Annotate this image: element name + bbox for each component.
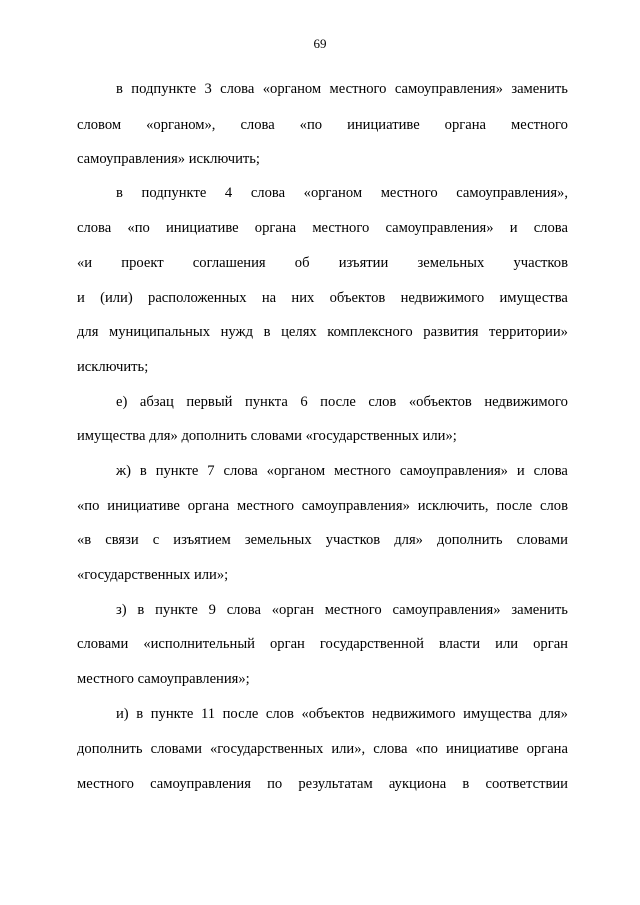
word: после bbox=[496, 498, 533, 514]
word: слова bbox=[220, 81, 255, 97]
word: инициативе bbox=[107, 498, 180, 514]
word: объектов bbox=[329, 290, 386, 306]
word: ж) bbox=[116, 463, 131, 479]
text-line bbox=[77, 531, 568, 549]
word: земельных bbox=[244, 532, 312, 548]
word: в bbox=[116, 81, 123, 97]
word: 3 bbox=[204, 81, 212, 97]
word: самоуправления» bbox=[385, 220, 494, 236]
word: слов bbox=[265, 706, 294, 722]
word: и bbox=[509, 220, 518, 236]
word: слова bbox=[240, 117, 275, 133]
word: местного bbox=[334, 463, 391, 479]
text-line bbox=[77, 219, 568, 237]
word: муниципальных bbox=[109, 324, 211, 340]
word: слов bbox=[540, 498, 568, 514]
word: власти bbox=[438, 636, 481, 652]
word: органа bbox=[444, 117, 487, 133]
word: слов bbox=[368, 394, 397, 410]
word: слова bbox=[223, 463, 258, 479]
word: органа bbox=[187, 498, 230, 514]
word: результатам bbox=[298, 776, 373, 792]
word: «объектов bbox=[408, 394, 472, 410]
text-line bbox=[116, 80, 568, 98]
word: об bbox=[294, 255, 310, 271]
word: подпункте bbox=[131, 81, 197, 97]
word: целях bbox=[281, 324, 317, 340]
word: орган bbox=[533, 636, 568, 652]
word: для» bbox=[539, 706, 568, 722]
word: слова bbox=[533, 220, 568, 236]
word: самоуправления» bbox=[301, 498, 410, 514]
word: самоуправления» bbox=[399, 463, 508, 479]
word: имущества bbox=[499, 290, 568, 306]
word: пункте bbox=[155, 463, 199, 479]
word: в bbox=[116, 185, 123, 201]
word: расположенных bbox=[148, 290, 247, 306]
word: слова bbox=[77, 220, 112, 236]
word: (или) bbox=[100, 290, 133, 306]
word: после bbox=[222, 706, 259, 722]
word: в bbox=[263, 324, 271, 340]
word: 4 bbox=[224, 185, 233, 201]
word: самоуправления» bbox=[392, 602, 501, 618]
word: и bbox=[516, 463, 525, 479]
word: исключить, bbox=[417, 498, 489, 514]
word: «органом bbox=[262, 81, 322, 97]
word: самоуправления» bbox=[394, 81, 503, 97]
text-line: «государственных или»; bbox=[77, 567, 229, 583]
word: нужд bbox=[220, 324, 254, 340]
word: «по bbox=[415, 741, 438, 757]
word: подпункте bbox=[141, 185, 207, 201]
word: развития bbox=[423, 324, 479, 340]
word: для bbox=[77, 324, 99, 340]
word: соответствии bbox=[485, 776, 568, 792]
word: и) bbox=[116, 706, 129, 722]
word: «исполнительный bbox=[143, 636, 255, 652]
word: участков bbox=[325, 532, 381, 548]
word: 6 bbox=[300, 394, 308, 410]
word: аукциона bbox=[388, 776, 447, 792]
word: «органом bbox=[266, 463, 326, 479]
word: них bbox=[291, 290, 315, 306]
word: инициативе bbox=[445, 741, 519, 757]
word: заменить bbox=[511, 602, 568, 618]
word: или bbox=[495, 636, 519, 652]
word: участков bbox=[513, 255, 568, 271]
word: местного bbox=[511, 117, 568, 133]
word: недвижимого bbox=[371, 706, 456, 722]
word: «государственных bbox=[209, 741, 324, 757]
word: для» bbox=[394, 532, 423, 548]
word: слова bbox=[226, 602, 261, 618]
word: местного bbox=[329, 81, 387, 97]
word: «по bbox=[127, 220, 150, 236]
word: з) bbox=[116, 602, 127, 618]
text-line: местного самоуправления»; bbox=[77, 671, 250, 687]
word: по bbox=[267, 776, 283, 792]
word: слова bbox=[250, 185, 286, 201]
text-line bbox=[77, 289, 568, 307]
word: недвижимого bbox=[400, 290, 485, 306]
word: на bbox=[261, 290, 277, 306]
text-line: самоуправления» исключить; bbox=[77, 151, 260, 167]
word: соглашения bbox=[192, 255, 266, 271]
word: государственной bbox=[319, 636, 424, 652]
word: инициативе bbox=[165, 220, 239, 236]
word: местного bbox=[312, 220, 370, 236]
word: пункте bbox=[155, 602, 198, 618]
word: инициативе bbox=[347, 117, 420, 133]
word: 9 bbox=[208, 602, 216, 618]
text-line: имущества для» дополнить словами «государственных или»; bbox=[77, 428, 457, 444]
word: связи bbox=[105, 532, 139, 548]
word: слова bbox=[373, 741, 408, 757]
word: словами bbox=[77, 636, 129, 652]
page-number: 69 bbox=[313, 36, 327, 51]
word: местного bbox=[324, 602, 382, 618]
word: «объектов bbox=[301, 706, 365, 722]
word: или», bbox=[331, 741, 366, 757]
word: пункте bbox=[150, 706, 194, 722]
word: изъятием bbox=[173, 532, 231, 548]
word: органа bbox=[526, 741, 568, 757]
word: «и bbox=[77, 255, 93, 271]
word: самоуправления bbox=[150, 776, 251, 792]
word: е) bbox=[116, 394, 128, 410]
word: «в bbox=[77, 532, 92, 548]
word: словами bbox=[516, 532, 568, 548]
word: слова bbox=[533, 463, 568, 479]
word: в bbox=[137, 602, 145, 618]
text-line bbox=[77, 740, 568, 758]
word: орган bbox=[270, 636, 305, 652]
text-line: исключить; bbox=[77, 359, 149, 375]
word: после bbox=[320, 394, 356, 410]
word: проект bbox=[121, 255, 164, 271]
word: изъятии bbox=[338, 255, 389, 271]
word: в bbox=[136, 706, 144, 722]
word: недвижимого bbox=[484, 394, 568, 410]
word: в bbox=[139, 463, 147, 479]
word: местного bbox=[236, 498, 294, 514]
word: дополнить bbox=[77, 741, 143, 757]
word: «органом», bbox=[146, 117, 216, 133]
text-line bbox=[116, 184, 568, 202]
text-line bbox=[116, 705, 568, 723]
word: территории» bbox=[489, 324, 568, 340]
text-line bbox=[77, 254, 568, 272]
word: местного bbox=[77, 776, 134, 792]
text-line bbox=[116, 601, 568, 619]
word: с bbox=[152, 532, 160, 548]
word: первый bbox=[186, 394, 233, 410]
word: комплексного bbox=[327, 324, 413, 340]
word: и bbox=[77, 290, 85, 306]
word: земельных bbox=[417, 255, 485, 271]
word: в bbox=[462, 776, 470, 792]
word: дополнить bbox=[437, 532, 503, 548]
word: органа bbox=[254, 220, 297, 236]
word: 7 bbox=[207, 463, 215, 479]
word: «органом bbox=[303, 185, 363, 201]
word: «по bbox=[299, 117, 323, 133]
word: «орган bbox=[271, 602, 314, 618]
word: заменить bbox=[511, 81, 568, 97]
word: пункта bbox=[244, 394, 288, 410]
word: самоуправления», bbox=[456, 185, 568, 201]
word: абзац bbox=[139, 394, 174, 410]
word: словом bbox=[77, 117, 122, 133]
text-line bbox=[77, 635, 568, 653]
text-line bbox=[77, 497, 568, 515]
text-line bbox=[77, 323, 568, 341]
text-line bbox=[116, 393, 568, 411]
text-line bbox=[77, 116, 568, 134]
word: «по bbox=[77, 498, 100, 514]
word: местного bbox=[380, 185, 438, 201]
text-line bbox=[77, 775, 568, 793]
text-line bbox=[116, 462, 568, 480]
word: словами bbox=[150, 741, 202, 757]
word: 11 bbox=[200, 706, 216, 722]
word: имущества bbox=[463, 706, 532, 722]
